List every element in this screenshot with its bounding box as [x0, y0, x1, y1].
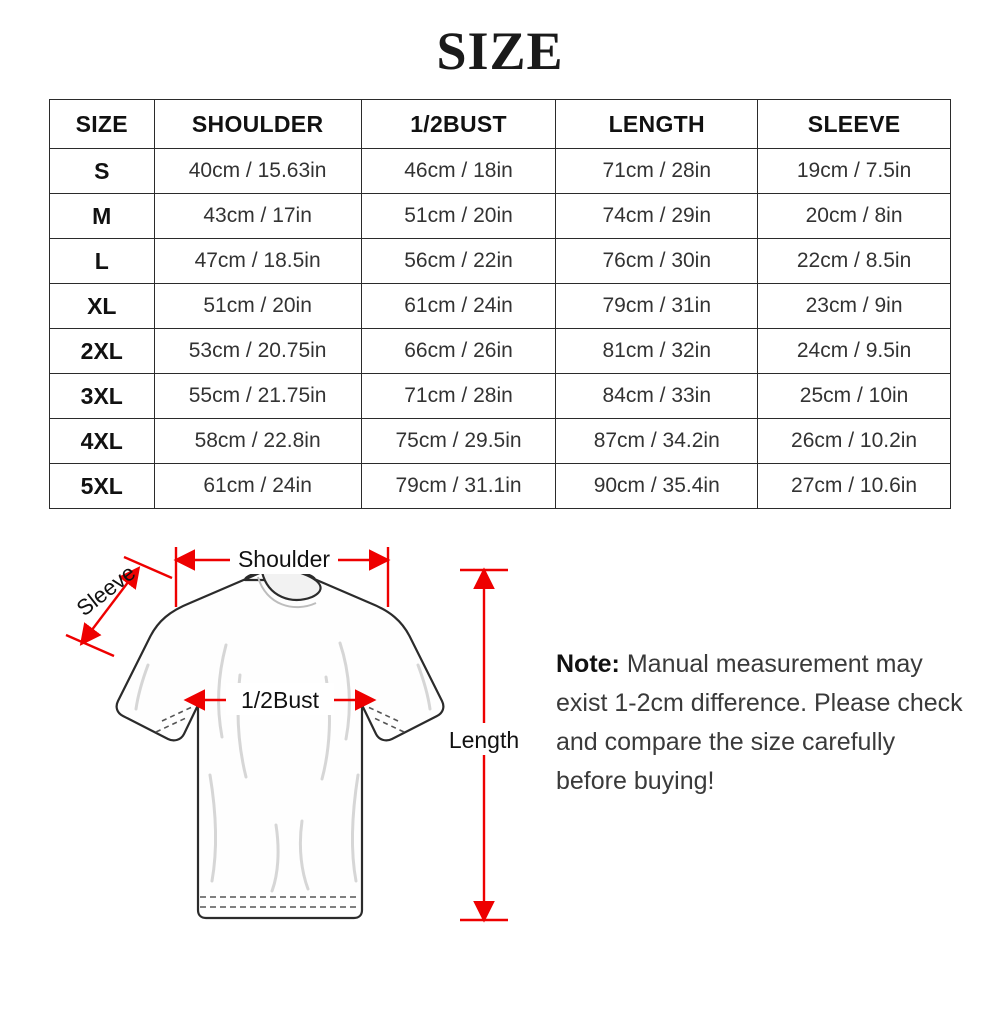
measurement-diagram — [0, 525, 1000, 975]
cell-shoulder: 58cm / 22.8in — [154, 419, 361, 464]
cell-shoulder: 55cm / 21.75in — [154, 374, 361, 419]
table-row — [50, 464, 951, 509]
cell-size: L — [50, 239, 155, 284]
cell-bust: 56cm / 22in — [361, 239, 556, 284]
cell-length: 79cm / 31in — [556, 284, 758, 329]
column-header-length: LENGTH — [556, 100, 758, 149]
cell-size: 2XL — [50, 329, 155, 374]
note-label: Note: — [556, 650, 620, 679]
column-header-shoulder: SHOULDER — [154, 100, 361, 149]
cell-sleeve: 22cm / 8.5in — [758, 239, 951, 284]
note-body: Manual measurement may exist 1-2cm difference. Please check and compare the size carefully before buying! — [556, 650, 963, 795]
cell-size: 3XL — [50, 374, 155, 419]
cell-length: 74cm / 29in — [556, 194, 758, 239]
cell-bust: 61cm / 24in — [361, 284, 556, 329]
cell-sleeve: 23cm / 9in — [758, 284, 951, 329]
cell-length: 84cm / 33in — [556, 374, 758, 419]
cell-bust: 79cm / 31.1in — [361, 464, 556, 509]
table-row — [50, 284, 951, 329]
cell-size: 4XL — [50, 419, 155, 464]
table-row — [50, 194, 951, 239]
cell-shoulder: 40cm / 15.63in — [154, 149, 361, 194]
cell-sleeve: 27cm / 10.6in — [758, 464, 951, 509]
cell-bust: 71cm / 28in — [361, 374, 556, 419]
table-row — [50, 149, 951, 194]
cell-sleeve: 20cm / 8in — [758, 194, 951, 239]
tshirt-diagram-svg — [40, 525, 560, 965]
cell-shoulder: 47cm / 18.5in — [154, 239, 361, 284]
table-row — [50, 374, 951, 419]
note-text — [556, 645, 966, 800]
tshirt-illustration — [117, 572, 444, 918]
cell-length: 81cm / 32in — [556, 329, 758, 374]
sleeve-label: Sleeve — [71, 560, 141, 622]
column-header-bust: 1/2BUST — [361, 100, 556, 149]
cell-shoulder: 51cm / 20in — [154, 284, 361, 329]
table-row — [50, 329, 951, 374]
cell-shoulder: 61cm / 24in — [154, 464, 361, 509]
cell-size: 5XL — [50, 464, 155, 509]
cell-sleeve: 19cm / 7.5in — [758, 149, 951, 194]
shoulder-label: Shoulder — [237, 546, 331, 573]
cell-sleeve: 26cm / 10.2in — [758, 419, 951, 464]
size-chart-table — [49, 99, 951, 509]
table-body — [50, 149, 951, 509]
column-header-sleeve: SLEEVE — [758, 100, 951, 149]
cell-size: M — [50, 194, 155, 239]
cell-bust: 51cm / 20in — [361, 194, 556, 239]
cell-size: S — [50, 149, 155, 194]
size-table-container — [49, 99, 951, 509]
half-bust-label: 1/2Bust — [241, 687, 319, 714]
cell-shoulder: 43cm / 17in — [154, 194, 361, 239]
cell-sleeve: 24cm / 9.5in — [758, 329, 951, 374]
length-measure-annotation — [448, 570, 522, 920]
length-label: Length — [448, 727, 520, 754]
page-title: SIZE — [436, 21, 564, 81]
cell-sleeve: 25cm / 10in — [758, 374, 951, 419]
column-header-size: SIZE — [50, 100, 155, 149]
table-header — [50, 100, 951, 149]
table-row — [50, 419, 951, 464]
cell-shoulder: 53cm / 20.75in — [154, 329, 361, 374]
cell-length: 90cm / 35.4in — [556, 464, 758, 509]
cell-length: 76cm / 30in — [556, 239, 758, 284]
cell-bust: 66cm / 26in — [361, 329, 556, 374]
table-header-row — [50, 100, 951, 149]
cell-size: XL — [50, 284, 155, 329]
cell-length: 71cm / 28in — [556, 149, 758, 194]
table-row — [50, 239, 951, 284]
cell-bust: 75cm / 29.5in — [361, 419, 556, 464]
cell-bust: 46cm / 18in — [361, 149, 556, 194]
cell-length: 87cm / 34.2in — [556, 419, 758, 464]
